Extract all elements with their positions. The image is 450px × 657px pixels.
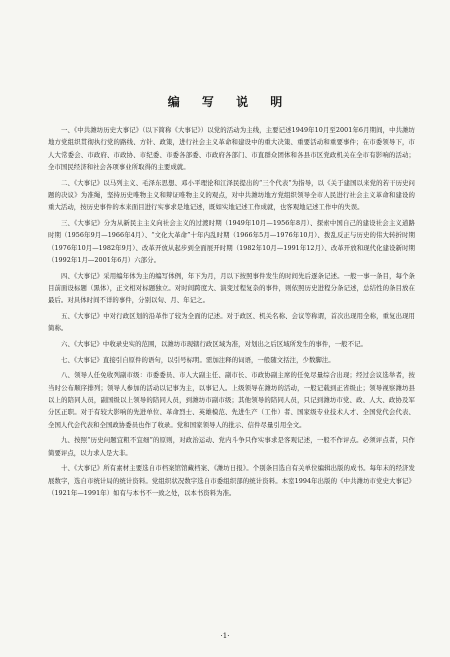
page-title: 编 写 说 明 xyxy=(167,95,292,109)
paragraph-8: 八、领导人任免收列副市级：市委委员、市人大副主任、副市长、市政协副主席的任免尽量综合出现；经过会议选举者，按当时公布顺序排列；领导人参加的活动以记事为主，以事记人。上级领导在潍坊的活动，一般记载到正省级止；领导视察潍坊县以上的陪同人员，副国级以上领导的陪同人员，到潍坊市副市级；其他领导的陪同人员，只记到潍坊市党、政、人大、政协及军分区正职。对于有较大影响的先进单位、革命烈士、英雄模范、先进生产（工作）者、国家级专业技术人才、全国党代会代表、全国人代会代表和全国政协委员也作了收录。党和国家领导人的批示、信件尽量引用全文。 xyxy=(48,371,415,429)
paragraph-6: 六、《大事记》中收录史实的范围，以潍坊市现辖行政区域为准，对划出之后区域所发生的事件，一般不记。 xyxy=(61,339,367,348)
page-number: ·1· xyxy=(220,632,230,640)
paragraph-1: 一、《中共潍坊历史大事记》（以下简称《大事记》）以党的活动为主线，主要记述1949年10月至2001年6月期间，中共潍坊地方党组织贯彻执行党的路线、方针、政策，进行社会主义革命和建设中的重大决策、重要活动和重要事件；在市委领导下，市人大常委会、市政府、市政协、市纪委、市委各部委、市政府各部门、市直群众团体和各县市区党政机关在全市有影响的活动；全市国民经济和社会各项事业所取得的主要成就。 xyxy=(48,126,415,172)
paragraph-10: 十、《大事记》所有素材主要选自市档案馆馆藏档案、《潍坊日报》。个别条目选自有关单位编辑出版的成书。每年末的经济发展数字，选自市统计局的统计资料。党组织状况数字选自市委组织部的统计资料。本室1994年出版的《中共潍坊市党史大事记》（1921年—1991年）如有与本书不一致之处，以本书资料为准。 xyxy=(48,464,415,497)
body-text xyxy=(48,124,415,503)
paragraph-9: 九、按照“历史问题宜粗不宜细”的原则，对政治运动、党内斗争只作实事求是客观记述，一般不作评点。必须评点者，只作简要评点，以力求人是大非。 xyxy=(48,436,415,457)
paragraph-4: 四、《大事记》采用编年体为主的编写体例，年下为月，月以下按照事件发生的时间先后逐条记述。一般一事一条目，每个条目前面设标题（黑体），正文相对标题独立。对时间跨度大、演变过程复杂的事件，则依照历史进程分条记述，总结性的条目放在最后。对具体时间不详的事件，分别以旬、月、年记之。 xyxy=(48,271,415,305)
paragraph-2: 二、《大事记》以马列主义、毛泽东思想、邓小平理论和江泽民提出的“三个代表”为指导，以《关于建国以来党的若干历史问题的决议》为准绳，坚持历史唯物主义和辩证唯物主义的观点，对中共潍坊地方党组织领导全市人民进行社会主义革命和建设的重大活动，按历史事件的本来面目进行实事求是地记述，既如实地记述工作成就，也客观地记述工作中的失误。 xyxy=(48,178,415,212)
paragraph-3: 三、《大事记》分为从新民主主义向社会主义的过渡时期（1949年10月—1956年8月）、探索中国自己的建设社会主义道路时期（1956年9月—1966年4月）、“文化大革命”十年内乱时期（1966年5月—1976年10月）、拨乱反正与历史的伟大转折时期（1976年10月—1982年9月）、改革开放从起步到全面展开时期（1982年10月—1991年12月）、改革开放和现代化建设新时期（1992年1月—2001年6月）六部分。 xyxy=(48,219,415,265)
paragraph-7: 七、《大事记》直接引自原件的语句，以引号标明。需加注释的词语，一般随文括注，少数脚注。 xyxy=(61,355,335,364)
paragraph-5: 五、《大事记》中对行政区划的沿革作了较为全面的记述。对于政区、机关名称、会议等称谓，首次出现用全称，重复出现用简称。 xyxy=(48,312,415,333)
